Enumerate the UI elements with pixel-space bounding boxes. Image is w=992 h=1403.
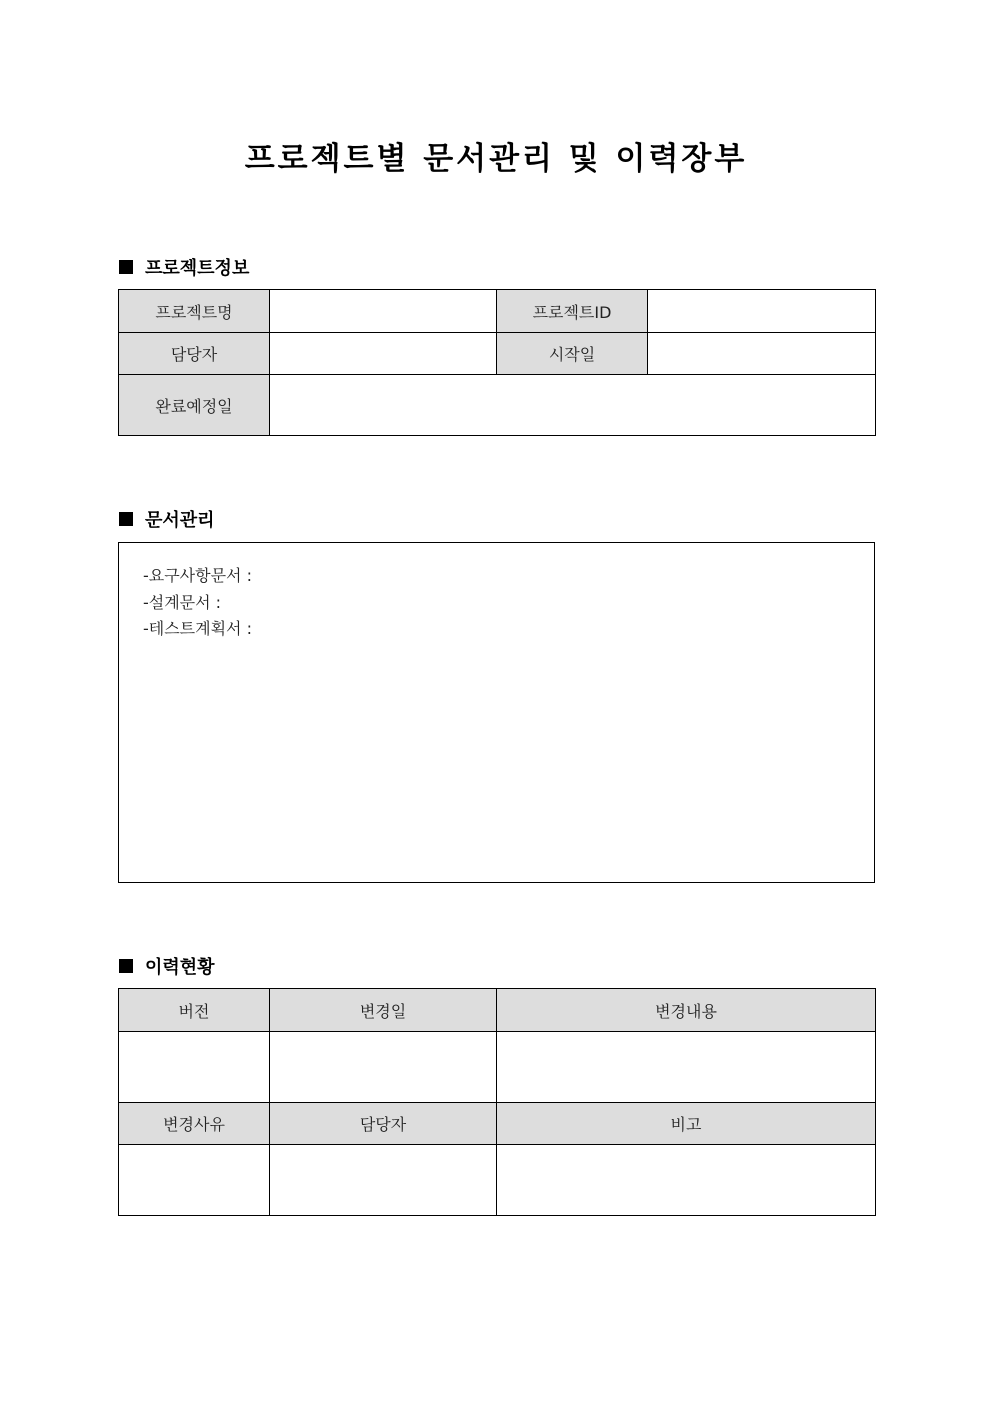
section-heading-label: 프로젝트정보 [145,258,250,279]
square-bullet-icon [119,512,133,526]
project-id-field[interactable] [648,290,876,333]
project-name-field[interactable] [270,290,497,333]
change-date-field[interactable] [270,1032,497,1103]
section-heading-document-management [119,506,215,532]
version-header: 버전 [119,989,270,1032]
section-heading-project-info [119,254,249,280]
document-list [143,563,252,643]
planned-end-label: 완료예정일 [119,375,270,436]
section-heading-label: 문서관리 [145,510,215,531]
remarks-field[interactable] [497,1145,876,1216]
manager-label: 담당자 [119,333,270,375]
history-table [118,988,876,1216]
test-plan-line: -테스트계획서 : [143,619,252,638]
start-date-field[interactable] [648,333,876,375]
remarks-header: 비고 [497,1103,876,1145]
start-date-label: 시작일 [497,333,648,375]
change-content-field[interactable] [497,1032,876,1103]
planned-end-field[interactable] [270,375,876,436]
square-bullet-icon [119,959,133,973]
manager-field[interactable] [270,333,497,375]
project-info-table [118,289,876,436]
change-reason-header: 변경사유 [119,1103,270,1145]
project-name-label: 프로젝트명 [119,290,270,333]
design-doc-line: -설계문서 : [143,592,222,612]
change-reason-field[interactable] [119,1145,270,1216]
square-bullet-icon [119,260,133,274]
version-field[interactable] [119,1032,270,1103]
project-id-label: 프로젝트ID [497,290,648,333]
section-heading-label: 이력현황 [145,957,215,978]
manager-field[interactable] [270,1145,497,1216]
section-heading-history [119,953,215,979]
change-content-header: 변경내용 [497,989,876,1032]
manager-header: 담당자 [270,1103,497,1145]
change-date-header: 변경일 [270,989,497,1032]
requirements-doc-line: -요구사항문서 : [143,566,252,585]
document-title: 프로젝트별 문서관리 및 이력장부 [244,141,748,177]
document-management-box[interactable] [118,542,875,883]
